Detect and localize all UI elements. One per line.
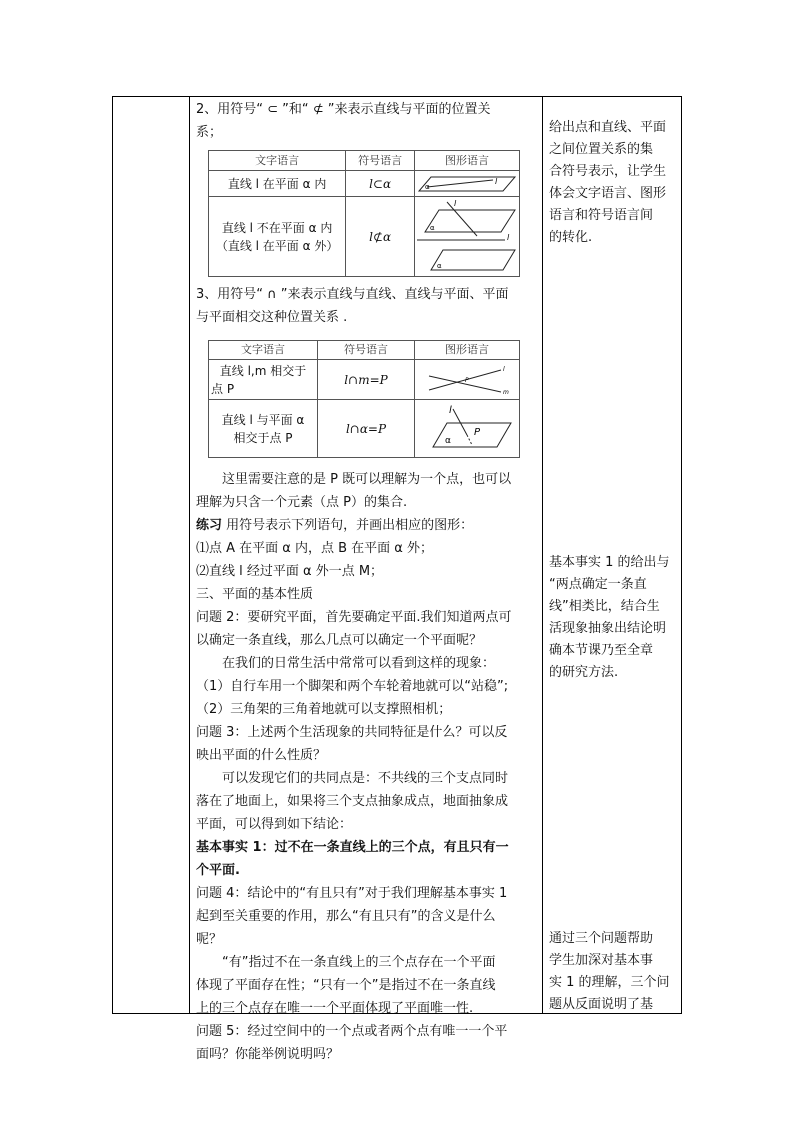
side-note-1-line: 的转化. [549,230,593,245]
question5-line2: 面吗？你能举例说明吗？ [196,1047,340,1062]
question3-line2: 映出平面的什么性质？ [196,748,327,763]
table2-row2-text-b: 相交于点 P [233,430,293,445]
basic-fact1-line2: 个平面. [196,863,240,878]
question3-label: 问题 3： [196,725,248,740]
question3-line1 [196,721,542,744]
item2-line2: 系； [196,125,223,140]
table2-header-text: 文字语言 [209,341,318,360]
item3-line2: 与平面相交这种位置关系 . [196,310,348,325]
fig4-p-label: P [465,376,469,384]
note-line1: 这里需要注意的是 P 既可以理解为一个点，也可以 [222,472,512,487]
side-note-1-line: 语言和符号语言间 [549,208,654,223]
table2-row2-figure [415,400,520,458]
table1-header-text: 文字语言 [209,151,346,171]
table1-row2-symbol: l⊄α [346,197,415,277]
life-intro: 在我们的日常生活中常常可以看到这样的现象： [222,656,496,671]
side-note-3-line: 题从反面说明了基 [549,997,654,1012]
column-divider-right [542,96,543,1013]
main-column [196,98,542,1066]
fig1-l-label: l [495,176,498,186]
fig4-m-label: m [503,388,509,396]
side-note-1 [549,117,679,249]
table1-row2-text-b: （直线 l 在平面 α 外） [215,238,339,253]
fig5-p-label: P [474,426,481,438]
you-explain-line2: 体现了平面存在性；“只有一个”是指过不在一条直线 [196,978,496,993]
table2-header-figure: 图形语言 [415,341,520,360]
table2-header-symbol: 符号语言 [318,341,415,360]
item3-line1: 3、用符号“ ∩ ”来表示直线与直线、直线与平面、平面 [196,287,509,302]
fig2-alpha-label: α [430,223,435,232]
table2-row1-figure [415,360,520,400]
answer-line3: 平面，可以得到如下结论： [196,817,353,832]
question5-line1: 问题 5：经过空间中的一个点或者两个点有唯一一个平 [196,1024,508,1039]
two-lines-intersect-diagram [419,362,515,398]
fig5-l-label: l [449,404,452,416]
question2-line2: 以确定一条直线，那么几点可以确定一个平面呢？ [196,633,483,648]
table1-row2-text-a: 直线 l 不在平面 α 内 [221,220,333,235]
table1-header-symbol: 符号语言 [346,151,415,171]
side-note-2-line: 线”相类比，结合生 [549,599,660,614]
side-note-3 [549,928,679,1016]
exercise-item2: ⑵直线 l 经过平面 α 外一点 M； [196,564,384,579]
side-note-2-line: 的研究方法. [549,665,619,680]
side-note-2-line: “两点确定一条直 [549,577,647,592]
life-example1: （1）自行车用一个脚架和两个车轮着地就可以“站稳”; [196,679,509,694]
side-note-1-line: 体会文字语言、图形 [549,186,667,201]
side-note-3-line: 学生加深对基本事 [549,953,654,968]
side-note-1-line: 合符号表示，让学生 [549,164,667,179]
table2-row1-text-b: 点 P [211,381,235,396]
line-outside-plane-diagram [417,200,517,274]
you-explain-line3: 上的三个点存在唯一一个平面体现了平面唯一性. [196,1001,474,1016]
answer-line1: 可以发现它们的共同点是：不共线的三个支点同时 [222,771,509,786]
table1-row1-symbol: l⊂α [346,171,415,197]
side-note-2-line: 基本事实 1 的给出与 [549,555,670,570]
table1-row1-figure [415,171,520,197]
table2-row1-text [209,360,318,400]
question2-line1 [196,606,542,629]
column-divider-left [189,96,190,1013]
exercise-text: 用符号表示下列语句，并画出相应的图形： [222,518,474,533]
you-explain-line1: “有”指过不在一条直线上的三个点存在一个平面 [222,955,496,970]
table1-header-figure: 图形语言 [415,151,520,171]
fig1-alpha-label: α [425,182,430,191]
exercise-item1: ⑴点 A 在平面 α 内，点 B 在平面 α 外； [196,541,434,556]
fig2-l-label: l [454,199,457,208]
life-example2: （2）三角架的三角着地就可以支撑照相机； [196,702,452,717]
question4-line3: 呢？ [196,932,223,947]
table1-row1-text: 直线 l 在平面 α 内 [209,171,346,197]
table-intersection [208,340,520,458]
table2-row1-symbol: l∩m=P [318,360,415,400]
table2-row2-symbol: l∩α=P [318,400,415,458]
table2-row2-text-a: 直线 l 与平面 α [221,412,305,427]
side-note-2-line: 确本节课乃至全章 [549,643,654,658]
side-note-3-line: 通过三个问题帮助 [549,931,654,946]
table-right-border [681,96,682,1013]
side-note-1-line: 给出点和直线、平面 [549,120,667,135]
exercise-label: 练习 [196,518,223,533]
side-note-2-line: 活现象抽象出结论明 [549,621,667,636]
fig3-alpha-label: α [437,261,442,270]
table2-row1-text-a: 直线 l,m 相交于 [219,363,307,378]
table1-row2-figure [415,197,520,277]
side-note-3-line: 实 1 的理解，三个问 [549,975,670,990]
fig4-l-label: l [503,365,505,373]
answer-line2: 落在了地面上，如果将三个支点抽象成点，地面抽象成 [196,794,509,809]
exercise-heading [196,514,542,537]
item2-line1: 2、用符号“ ⊂ ”和“ ⊄ ”来表示直线与平面的位置关 [196,102,491,117]
section3-heading: 三、平面的基本性质 [196,587,314,602]
question2-text: 要研究平面，首先要确定平面.我们知道两点可 [247,610,512,625]
basic-fact1-line1: 基本事实 1：过不在一条直线上的三个点，有且只有一 [196,840,509,855]
line-in-plane-diagram [417,174,517,194]
table1-row2-text [209,197,346,277]
side-note-1-line: 之间位置关系的集 [549,142,654,157]
table-line-plane [208,150,520,277]
fig5-alpha-label: α [445,435,451,446]
question3-text: 上述两个生活现象的共同特征是什么？可以反 [247,725,508,740]
table2-row2-text [209,400,318,458]
question2-label: 问题 2： [196,610,248,625]
question4-line1: 问题 4：结论中的“有且只有”对于我们理解基本事实 1 [196,886,508,901]
line-plane-intersect-diagram [419,403,515,455]
side-note-2 [549,552,679,684]
fig3-l-label: l [507,232,510,242]
note-line2: 理解为只含一个元素（点 P）的集合. [196,495,408,510]
question4-line2: 起到至关重要的作用，那么“有且只有”的含义是什么 [196,909,496,924]
